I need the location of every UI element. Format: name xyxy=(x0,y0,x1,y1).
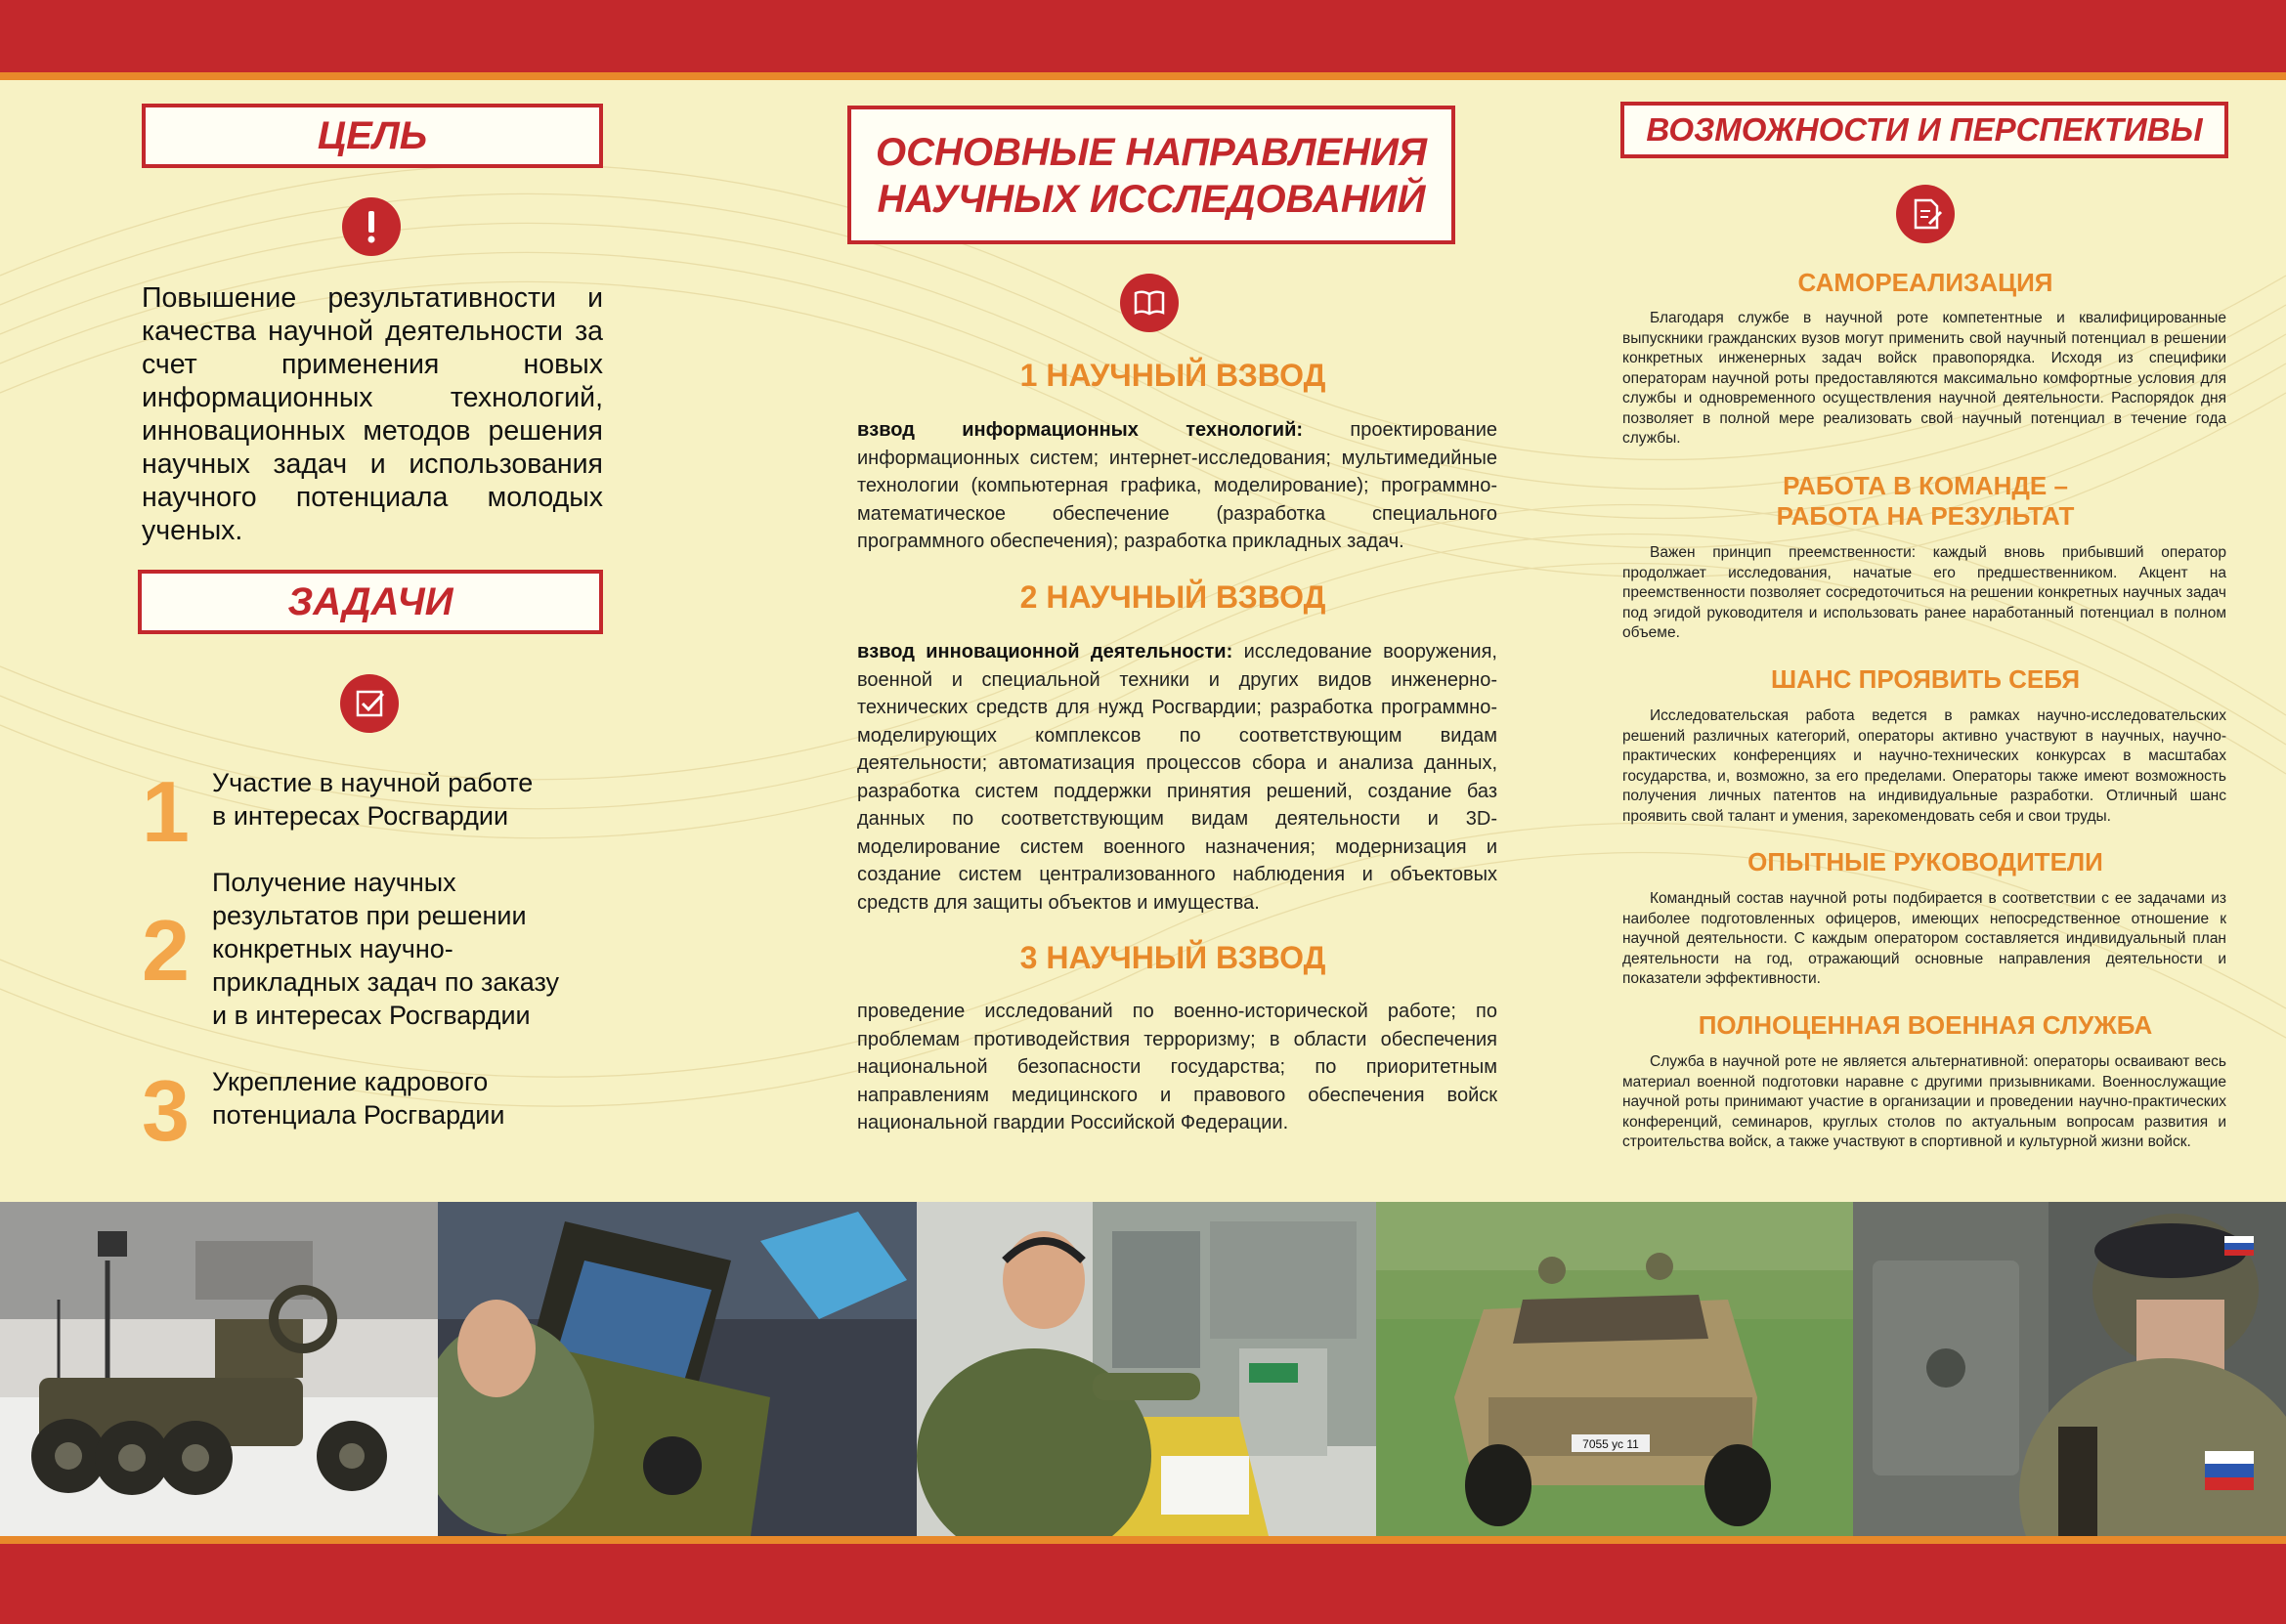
task-text xyxy=(212,866,559,1032)
armored-vehicle-photo xyxy=(1376,1202,1853,1536)
task-line: результатов при решении xyxy=(212,901,527,930)
platoon-3-title: 3 НАУЧНЫЙ ВЗВОД xyxy=(1019,940,1326,975)
platoon-3-body: проведение исследований по военно-исторической работе; по проблемам противодействия терроризму; в области обеспечения национальной безопасности государства; по приоритетным направлениям медицинского и правового обеспечения войск национальной гвардии Российской Федерации. xyxy=(857,1001,1497,1133)
photo-strip xyxy=(0,1202,2286,1536)
tasks-title: ЗАДАЧИ xyxy=(138,570,603,634)
task-line: Получение научных xyxy=(212,868,456,897)
platoon-2-lead: взвод инновационной деятельности: xyxy=(857,641,1233,662)
section-text: Исследовательская работа ведется в рамках научно-исследовательских решений различных категорий, операторы активно участвуют в научных, научно-практических конференциях и научно-технических конкурсах в масштабах государства, и, возможно, за его пределами. Операторы также имеют возможность получения личных патентов на индивидуальные разработки. Отличный шанс проявить свой талант и умения, зарекомендовать себя и свои труды. xyxy=(1622,707,2226,825)
section-text: Благодаря службе в научной роте компетентные и квалифицированные выпускники гражданских вузов могут применить свой научный потенциал в решении конкретных инженерных задач войск правопорядка. Исходя из специфики операторам научной роты предоставляются максимально комфортные условия для службы и одновременного осуществления научной деятельности. Распорядок дня позволяет в полной мере реализовать свой научный потенциал в течение года службы. xyxy=(1622,310,2226,447)
task-text xyxy=(212,1065,504,1132)
task-line: Участие в научной работе xyxy=(212,768,534,797)
task-line: конкретных научно- xyxy=(212,934,453,963)
operator-console-photo xyxy=(917,1202,1376,1536)
controller-photo xyxy=(438,1202,917,1536)
directions-title xyxy=(847,106,1455,244)
section-title: ШАНС ПРОЯВИТЬ СЕБЯ xyxy=(1770,664,2081,694)
checkbox-icon xyxy=(340,674,399,733)
goal-text: Повышение результативности и качества научной деятельности за счет применения новых информационных технологий, инновационных методов решения научных задач и использования научного потенциала молодых ученых. xyxy=(142,282,603,546)
task-number: 3 xyxy=(142,1062,190,1159)
section-text: Важен принцип преемственности: каждый вновь прибывший оператор продолжает исследования, начатые его предшественником. Акцент на преемственности позволяет сосредоточиться на решении конкретных научных задач под эгидой руководителя и использовать ранее наработанный потенциал в полном объеме. xyxy=(1622,544,2226,641)
task-item xyxy=(142,866,601,1037)
prospects-title: ВОЗМОЖНОСТИ И ПЕРСПЕКТИВЫ xyxy=(1620,102,2228,158)
book-icon xyxy=(1120,274,1179,332)
section-text: Служба в научной роте не является альтернативной: операторы осваивают весь материал военной подготовки наравне с другими призывниками. Военнослужащие научной роты принимают участие в организации и проведении научно-практических конференций, семинаров, круглых столов по актуальным вопросам развития и строительства войск, а также участвуют в спортивной и культурной жизни войск. xyxy=(1622,1053,2226,1150)
platoon-1-body: проектирование информационных систем; интернет-исследования; мультимедийные технологии (компьютерная графика, моделирование); программно-математическое обеспечение (разработка специального программного обеспечения); разработка прикладных задач. xyxy=(857,419,1498,552)
task-item xyxy=(142,1062,601,1159)
task-line: Укрепление кадрового xyxy=(212,1067,489,1096)
platoon-2-title: 2 НАУЧНЫЙ ВЗВОД xyxy=(1019,579,1326,615)
section-title: РАБОТА В КОМАНДЕ – РАБОТА НА РЕЗУЛЬТАТ xyxy=(1776,471,2075,531)
section-text: Командный состав научной роты подбирается в соответствии с ее задачами из наиболее подготовленных офицеров, имеющих непосредственное отношение к научной деятельности. С каждым оператором составляется индивидуальный план деятельности на год, отражающий основные направления деятельности и показатели эффективности. xyxy=(1622,890,2226,987)
task-number: 1 xyxy=(142,763,190,860)
platoon-1-lead: взвод информационных технологий: xyxy=(857,419,1304,441)
bottom-red-band xyxy=(0,1536,2286,1624)
task-text xyxy=(212,766,533,833)
task-line: потенциала Росгвардии xyxy=(212,1100,505,1130)
top-red-band xyxy=(0,0,2286,80)
soldier-photo xyxy=(1853,1202,2286,1536)
platoon-1-title: 1 НАУЧНЫЙ ВЗВОД xyxy=(1019,358,1326,393)
robot-photo xyxy=(0,1202,438,1536)
section-title: ПОЛНОЦЕННАЯ ВОЕННАЯ СЛУЖБА xyxy=(1698,1010,2153,1040)
task-line: в интересах Росгвардии xyxy=(212,801,509,831)
goal-title: ЦЕЛЬ xyxy=(142,104,603,168)
platoon-1-text xyxy=(857,416,1497,556)
directions-title-line: НАУЧНЫХ ИССЛЕДОВАНИЙ xyxy=(877,178,1426,221)
platoon-2-body: исследование вооружения, военной и специальной техники и других видов инженерно-технических средств для нужд Росгвардии; разработка программно-моделирующих комплексов по соответствующим видам деятельности; автоматизация процессов сбора и анализа данных, разработка систем поддержки принятия решений, создание баз данных по соответствующим видам деятельности и 3D-моделирование систем военного назначения; модернизация и создание систем централизованного наблюдения и объектовых средств для защиты объектов и имущества. xyxy=(857,641,1497,914)
task-line: прикладных задач по заказу xyxy=(212,967,560,997)
document-pen-icon xyxy=(1896,185,1955,243)
directions-title-line: ОСНОВНЫЕ НАПРАВЛЕНИЯ xyxy=(875,131,1428,174)
task-line: и в интересах Росгвардии xyxy=(212,1001,531,1030)
platoon-3-text xyxy=(857,998,1497,1137)
vehicle-plate: 7055 ус 11 xyxy=(1582,1437,1639,1451)
task-item xyxy=(142,762,601,860)
platoon-2-text xyxy=(857,638,1497,917)
exclamation-icon xyxy=(342,197,401,256)
section-title: ОПЫТНЫЕ РУКОВОДИТЕЛИ xyxy=(1747,847,2103,876)
section-title: САМОРЕАЛИЗАЦИЯ xyxy=(1797,268,2053,297)
task-number: 2 xyxy=(142,902,190,999)
